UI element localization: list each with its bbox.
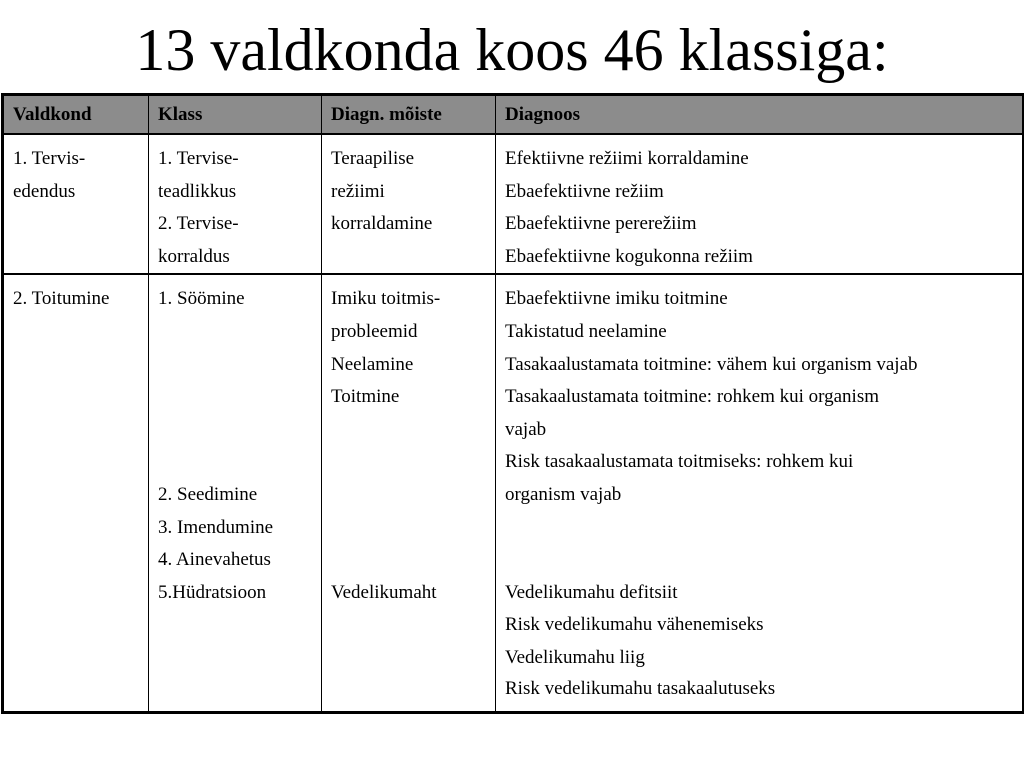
cell-line: Vedelikumaht <box>331 581 437 603</box>
cell-line: Tasakaalustamata toitmine: vähem kui organism vajab <box>505 353 918 375</box>
cell-line: korraldamine <box>331 213 433 235</box>
table-row <box>3 134 1024 274</box>
cell-line: Teraapilise <box>331 148 415 169</box>
cell-line: 2. Seedimine <box>158 483 258 505</box>
cell-line: Risk vedelikumahu tasakaalutuseks <box>505 677 776 699</box>
cell-line: Neelamine <box>331 353 414 375</box>
cell-line: Vedelikumahu defitsiit <box>505 581 678 603</box>
cell-line: probleemid <box>331 320 418 342</box>
cell-line: Takistatud neelamine <box>505 320 667 342</box>
cell-line: Vedelikumahu liig <box>505 646 645 668</box>
spacer <box>158 414 312 447</box>
cell-diagn-moiste <box>322 274 496 713</box>
spacer <box>505 512 1013 545</box>
spacer <box>331 414 486 447</box>
cell-line: 1. Tervise- <box>158 148 239 169</box>
header-diagnoos: Diagnoos <box>496 95 1024 135</box>
cell-line: Risk vedelikumahu vähenemiseks <box>505 614 764 636</box>
spacer <box>158 316 312 349</box>
cell-line: teadlikkus <box>158 180 237 202</box>
cell-line: Ebaefektiivne kogukonna režiim <box>505 245 753 267</box>
spacer <box>158 349 312 382</box>
cell-klass <box>149 134 322 274</box>
slide-title: 13 valdkonda koos 46 klassiga: <box>135 17 889 83</box>
spacer <box>331 544 486 577</box>
header-klass: Klass <box>149 95 322 135</box>
cell-line: Tasakaalustamata toitmine: rohkem kui organism <box>505 386 880 408</box>
spacer <box>158 381 312 414</box>
cell-line: režiimi <box>331 180 385 202</box>
spacer <box>158 446 312 479</box>
cell-line: Imiku toitmis- <box>331 288 441 310</box>
cell-line: 1. Tervis- <box>13 148 86 169</box>
cell-line: edendus <box>13 180 76 202</box>
cell-line: 4. Ainevahetus <box>158 549 271 571</box>
cell-line: Ebaefektiivne pererežiim <box>505 213 697 235</box>
table-row <box>3 274 1024 713</box>
cell-line: 3. Imendumine <box>158 516 274 538</box>
cell-line: organism vajab <box>505 483 622 505</box>
spacer <box>331 512 486 545</box>
spacer <box>331 446 486 479</box>
cell-line: korraldus <box>158 245 230 267</box>
cell-diagnoos <box>496 274 1024 713</box>
cell-line: vajab <box>505 418 547 440</box>
nanda-domains-table <box>1 93 1024 714</box>
table-header-row <box>3 95 1024 135</box>
cell-klass <box>149 274 322 713</box>
cell-line: 5.Hüdratsioon <box>158 581 267 603</box>
header-diagn-moiste: Diagn. mõiste <box>322 95 496 135</box>
spacer <box>505 544 1013 577</box>
cell-line: Risk tasakaalustamata toitmiseks: rohkem kui <box>505 451 854 473</box>
cell-valdkond <box>3 134 149 274</box>
cell-line: Efektiivne režiimi korraldamine <box>505 148 749 169</box>
cell-diagnoos <box>496 134 1024 274</box>
cell-diagn-moiste <box>322 134 496 274</box>
cell-valdkond <box>3 274 149 713</box>
header-valdkond: Valdkond <box>3 95 149 135</box>
cell-line: Ebaefektiivne imiku toitmine <box>505 288 728 310</box>
spacer <box>331 479 486 512</box>
cell-line: Toitmine <box>331 386 400 408</box>
cell-line: 2. Tervise- <box>158 213 239 235</box>
cell-line: Ebaefektiivne režiim <box>505 180 664 202</box>
cell-line: 1. Söömine <box>158 288 245 310</box>
cell-line: 2. Toitumine <box>13 288 110 310</box>
